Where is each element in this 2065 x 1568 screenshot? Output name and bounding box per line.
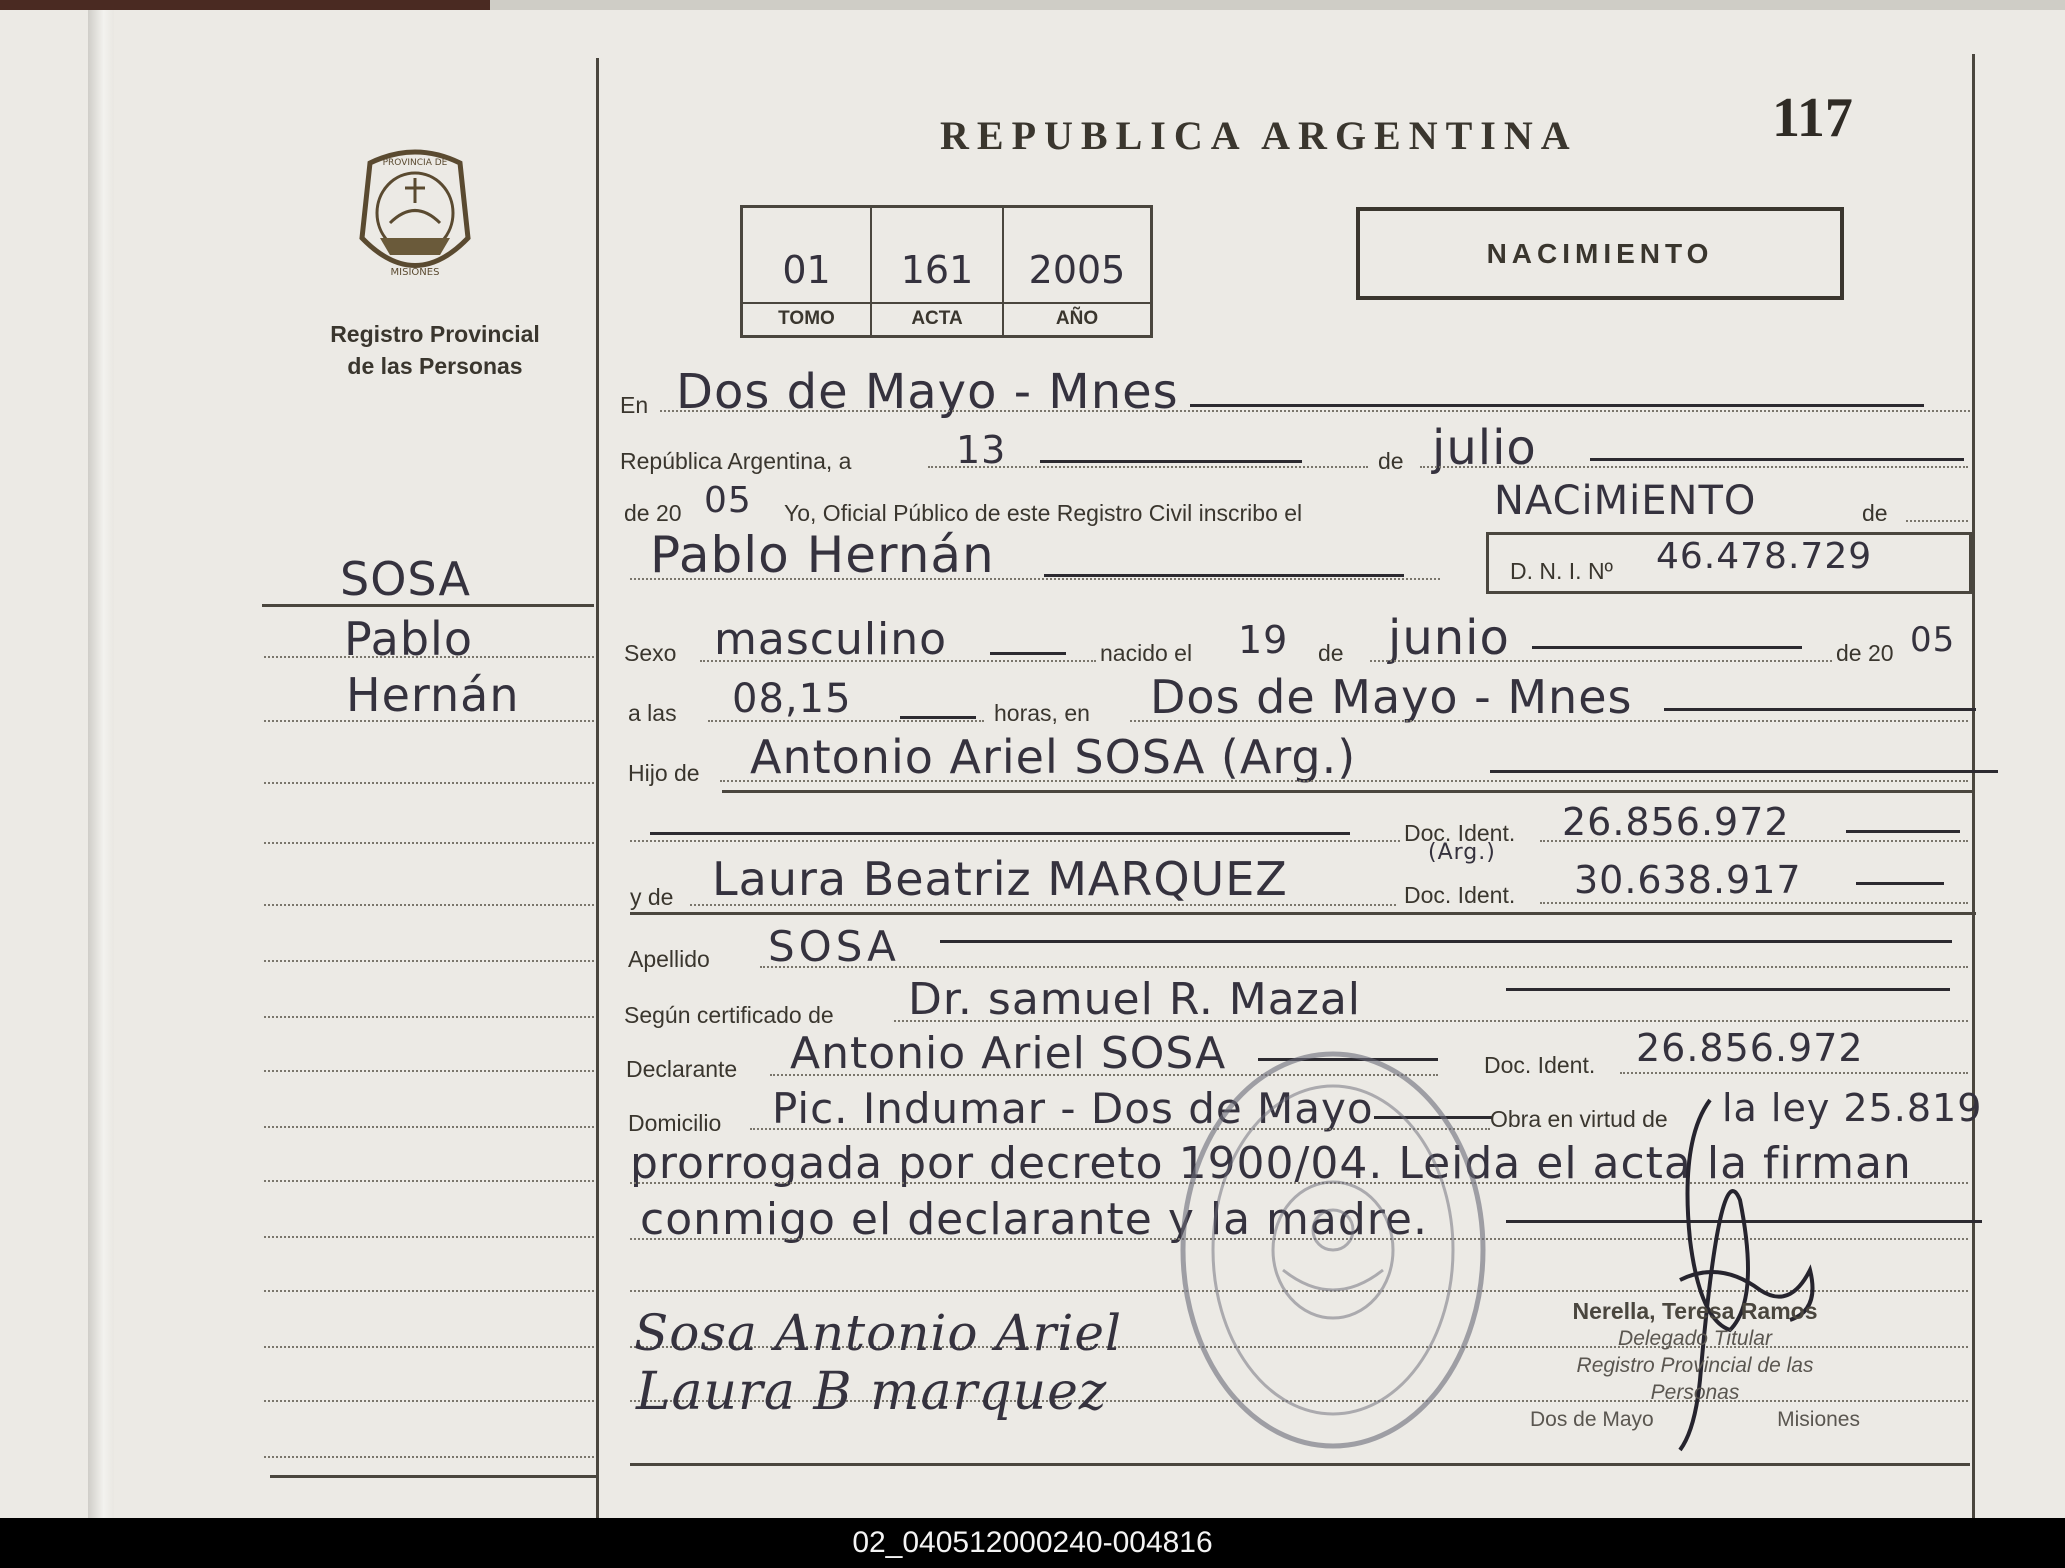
official-location xyxy=(1530,1406,1860,1433)
line-madre xyxy=(690,904,1396,906)
entry-nac-dia: 19 xyxy=(1238,618,1289,662)
label-republica: República Argentina, a xyxy=(620,448,852,474)
dash-hora xyxy=(900,716,976,719)
seal-text-bottom: MISIONES xyxy=(390,267,440,278)
tomo-acta-ano-table xyxy=(740,205,1153,338)
ano-cell xyxy=(1004,208,1150,335)
line-doc2 xyxy=(1540,902,1968,904)
line-en xyxy=(660,410,1970,412)
entry-madre-doc: 30.638.917 xyxy=(1574,858,1802,902)
signature-mother: Laura B marquez xyxy=(636,1362,1108,1422)
country-title: REPUBLICA ARGENTINA xyxy=(940,113,1578,158)
label-alas: a las xyxy=(628,700,677,726)
tomo-value: 01 xyxy=(782,248,831,292)
margin-line xyxy=(264,1236,594,1238)
margin-line xyxy=(264,1016,594,1018)
official-office1: Registro Provincial de las xyxy=(1576,1354,1814,1377)
label-nacido: nacido el xyxy=(1100,640,1193,666)
line-apellido xyxy=(760,966,1968,968)
line-mes xyxy=(1420,466,1968,468)
bottom-rule-right xyxy=(630,1463,1970,1466)
label-en: En xyxy=(620,392,649,418)
official-block xyxy=(1530,1298,1860,1433)
entry-certificado: Dr. samuel R. Mazal xyxy=(908,974,1362,1025)
dash-mes xyxy=(1590,458,1964,461)
label-de20: de 20 xyxy=(624,500,682,526)
entry-padre-doc: 26.856.972 xyxy=(1562,800,1790,844)
acta-cell xyxy=(872,208,1004,335)
signature-father: Sosa Antonio Ariel xyxy=(634,1304,1122,1362)
line-de-end xyxy=(1906,520,1968,522)
tomo-label: TOMO xyxy=(743,302,870,330)
label-doc1: Doc. Ident. xyxy=(1404,820,1516,846)
entry-mes: julio xyxy=(1432,420,1537,476)
dash-doc2 xyxy=(1856,882,1944,885)
entry-domicilio: Pic. Indumar - Dos de Mayo xyxy=(772,1084,1374,1133)
registry-line2: de las Personas xyxy=(347,353,523,379)
record-type-box: NACIMIENTO xyxy=(1356,207,1844,300)
entry-ley: la ley 25.819 xyxy=(1722,1086,1983,1130)
entry-lugar: Dos de Mayo - Mnes xyxy=(676,364,1179,420)
entry-declarante-doc: 26.856.972 xyxy=(1636,1026,1864,1070)
line-sexo xyxy=(700,660,1096,662)
registry-line1: Registro Provincial xyxy=(330,321,540,347)
official-round-stamp-icon xyxy=(1168,1040,1498,1460)
margin-line xyxy=(264,1346,594,1348)
acta-label: ACTA xyxy=(872,302,1002,330)
line-doc1 xyxy=(1540,840,1968,842)
entry-texto2: conmigo el declarante y la madre. xyxy=(640,1194,1428,1245)
entry-texto1: prorrogada por decreto 1900/04. Leida el acta la firman xyxy=(630,1138,1912,1189)
margin-line xyxy=(264,1126,594,1128)
line-hora xyxy=(708,720,984,722)
label-doc3: Doc. Ident. xyxy=(1484,1052,1596,1078)
margin-line xyxy=(264,904,594,906)
label-yo: Yo, Oficial Público de este Registro Civil inscribo el xyxy=(784,500,1303,526)
line-nombre xyxy=(630,578,1440,580)
dash-sexo xyxy=(990,652,1066,655)
line-padre2 xyxy=(630,840,1400,842)
label-de-mes: de xyxy=(1318,640,1344,666)
dash-doc1 xyxy=(1846,830,1960,833)
ano-label: AÑO xyxy=(1004,302,1150,330)
margin-line xyxy=(264,1290,594,1292)
bottom-rule-left xyxy=(270,1475,596,1478)
margin-line xyxy=(264,782,594,784)
seal-text-top: PROVINCIA DE xyxy=(382,158,448,168)
label-dni: D. N. I. Nº xyxy=(1510,558,1613,584)
label-de: de xyxy=(1378,448,1404,474)
label-hijo: Hijo de xyxy=(628,760,700,786)
line-padre xyxy=(720,780,1968,782)
margin-line xyxy=(264,842,594,844)
registry-name xyxy=(290,318,580,382)
book-fold xyxy=(88,10,114,1518)
entry-sexo: masculino xyxy=(714,614,948,665)
label-de-end: de xyxy=(1862,500,1888,526)
entry-inscribe: NACiMiENTO xyxy=(1494,478,1757,524)
acta-value: 161 xyxy=(900,248,974,292)
province-seal-icon xyxy=(350,143,480,293)
dash-lugar-nac xyxy=(1664,708,1976,711)
entry-dia: 13 xyxy=(956,428,1007,472)
entry-apellido: SOSA xyxy=(768,922,900,971)
label-apellido: Apellido xyxy=(628,946,710,972)
entry-madre-nac: (Arg.) xyxy=(1428,840,1496,865)
label-doc2: Doc. Ident. xyxy=(1404,882,1516,908)
label-yde: y de xyxy=(630,884,674,910)
entry-dni: 46.478.729 xyxy=(1656,536,1873,577)
margin-surname: SOSA xyxy=(340,552,471,606)
dash-certificado xyxy=(1506,988,1950,991)
margin-line xyxy=(264,1456,594,1458)
dash-nombre xyxy=(1044,574,1404,577)
rule-padre xyxy=(722,790,1974,793)
margin-line xyxy=(264,1180,594,1182)
official-province: Misiones xyxy=(1777,1408,1860,1431)
entry-declarante: Antonio Ariel SOSA xyxy=(790,1028,1227,1079)
margin-line xyxy=(264,960,594,962)
entry-madre: Laura Beatriz MARQUEZ xyxy=(712,852,1288,906)
dash-en xyxy=(1190,404,1924,407)
official-office2: Personas xyxy=(1650,1381,1740,1404)
left-column-divider xyxy=(596,58,599,1518)
official-title: Delegado Titular xyxy=(1618,1327,1772,1350)
ano-value: 2005 xyxy=(1028,248,1126,292)
margin-line xyxy=(264,1070,594,1072)
label-declarante: Declarante xyxy=(626,1056,738,1082)
label-segun: Según certificado de xyxy=(624,1002,834,1028)
label-obra: Obra en virtud de xyxy=(1490,1106,1668,1132)
entry-hora: 08,15 xyxy=(732,676,852,722)
dash-dia xyxy=(1040,460,1302,463)
official-name: Nerella, Teresa Ramos xyxy=(1572,1298,1818,1324)
entry-anio: 05 xyxy=(704,480,752,521)
entry-padre: Antonio Ariel SOSA (Arg.) xyxy=(750,730,1357,784)
label-de20b: de 20 xyxy=(1836,640,1894,666)
tomo-cell xyxy=(743,208,872,335)
line-nac-mes xyxy=(1370,660,1832,662)
entry-lugar-nac: Dos de Mayo - Mnes xyxy=(1150,670,1633,724)
rule-madre xyxy=(630,912,1976,915)
footer-id: 02_040512000240-004816 xyxy=(0,1518,2065,1568)
dash-padre2 xyxy=(650,832,1350,835)
entry-nombre: Pablo Hernán xyxy=(650,526,995,584)
official-city: Dos de Mayo xyxy=(1530,1408,1654,1431)
page-number: 117 xyxy=(1772,87,1853,149)
dash-padre xyxy=(1490,770,1998,773)
line-certificado xyxy=(894,1020,1968,1022)
label-sexo: Sexo xyxy=(624,640,677,666)
dash-nac-mes xyxy=(1532,646,1802,649)
entry-nac-mes: junio xyxy=(1388,610,1510,666)
margin-line xyxy=(264,1400,594,1402)
line-doc3 xyxy=(1620,1072,1968,1074)
dash-apellido xyxy=(940,940,1952,943)
line-dia xyxy=(928,466,1368,468)
right-border xyxy=(1972,54,1975,1518)
label-horas: horas, en xyxy=(994,700,1090,726)
margin-name2: Hernán xyxy=(346,668,520,722)
entry-nac-anio: 05 xyxy=(1910,620,1956,660)
margin-name1: Pablo xyxy=(344,612,473,666)
label-domicilio: Domicilio xyxy=(628,1110,722,1136)
line-lugar-nac xyxy=(1130,720,1968,722)
